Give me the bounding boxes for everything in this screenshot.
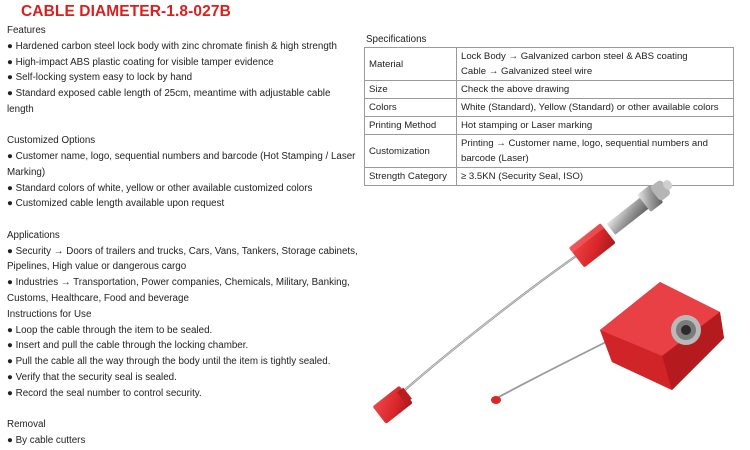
- spec-value: ≥ 3.5KN (Security Seal, ISO): [457, 168, 734, 186]
- application-item: ● Security → Doors of trailers and trucks, Cars, Vans, Tankers, Storage cabinets, Pipelines, High value or dangerous cargo: [7, 245, 358, 273]
- customized-item: ● Customer name, logo, sequential numbers and barcode (Hot Stamping / Laser Marking): [7, 151, 356, 178]
- spec-key: Customization: [365, 135, 457, 168]
- removal-heading: Removal: [7, 419, 46, 431]
- cable-short: [497, 340, 610, 398]
- red-sleeve: [569, 223, 616, 267]
- locking-pin: [604, 174, 677, 238]
- lock-body: [600, 282, 724, 390]
- instructions-heading: Instructions for Use: [7, 308, 92, 320]
- application-item: ● Industries → Transportation, Power companies, Chemicals, Military, Banking, Customs, Healthcare, Food and beverage: [7, 277, 350, 304]
- spec-key: Material: [365, 48, 457, 81]
- feature-item: ● Standard exposed cable length of 25cm, meantime with adjustable cable length: [7, 88, 331, 115]
- instruction-item: ● Insert and pull the cable through the locking chamber.: [7, 340, 249, 352]
- feature-item: ● High-impact ABS plastic coating for visible tamper evidence: [7, 56, 274, 68]
- spec-value-line: Cable → Galvanized steel wire: [461, 66, 593, 77]
- feature-item: ● Hardened carbon steel lock body with zinc chromate finish & high strength: [7, 40, 337, 52]
- customized-heading: Customized Options: [7, 135, 96, 147]
- instruction-item: ● Loop the cable through the item to be sealed.: [7, 324, 213, 336]
- specifications-heading: Specifications: [366, 34, 427, 45]
- feature-item: ● Self-locking system easy to lock by hand: [7, 72, 193, 84]
- spec-key: Size: [365, 81, 457, 99]
- removal-item: ● By cable cutters: [7, 434, 86, 446]
- applications-heading: Applications: [7, 229, 60, 241]
- spec-value: Printing → Customer name, logo, sequential numbers and barcode (Laser): [457, 135, 734, 168]
- instruction-item: ● Record the seal number to control security.: [7, 387, 202, 399]
- instruction-item: ● Pull the cable all the way through the body until the item is tightly sealed.: [7, 356, 331, 368]
- cable-tip: [491, 396, 501, 404]
- spec-key: Colors: [365, 99, 457, 117]
- page-title: CABLE DIAMETER-1.8-027B: [21, 3, 231, 20]
- customized-item: ● Customized cable length available upon request: [7, 198, 225, 210]
- spec-value: Hot stamping or Laser marking: [457, 117, 734, 135]
- spec-value: Check the above drawing: [457, 81, 734, 99]
- spec-value: White (Standard), Yellow (Standard) or other available colors: [457, 99, 734, 117]
- features-heading: Features: [7, 25, 46, 36]
- spec-key: Strength Category: [365, 168, 457, 186]
- spec-value-line: Lock Body → Galvanized carbon steel & ABS coating: [461, 51, 688, 62]
- instruction-item: ● Verify that the security seal is sealed.: [7, 371, 177, 383]
- customized-item: ● Standard colors of white, yellow or other available customized colors: [7, 182, 313, 194]
- cable: [398, 248, 588, 396]
- cable-highlight: [398, 248, 588, 396]
- spec-key: Printing Method: [365, 117, 457, 135]
- cable-end-stub: [372, 384, 414, 424]
